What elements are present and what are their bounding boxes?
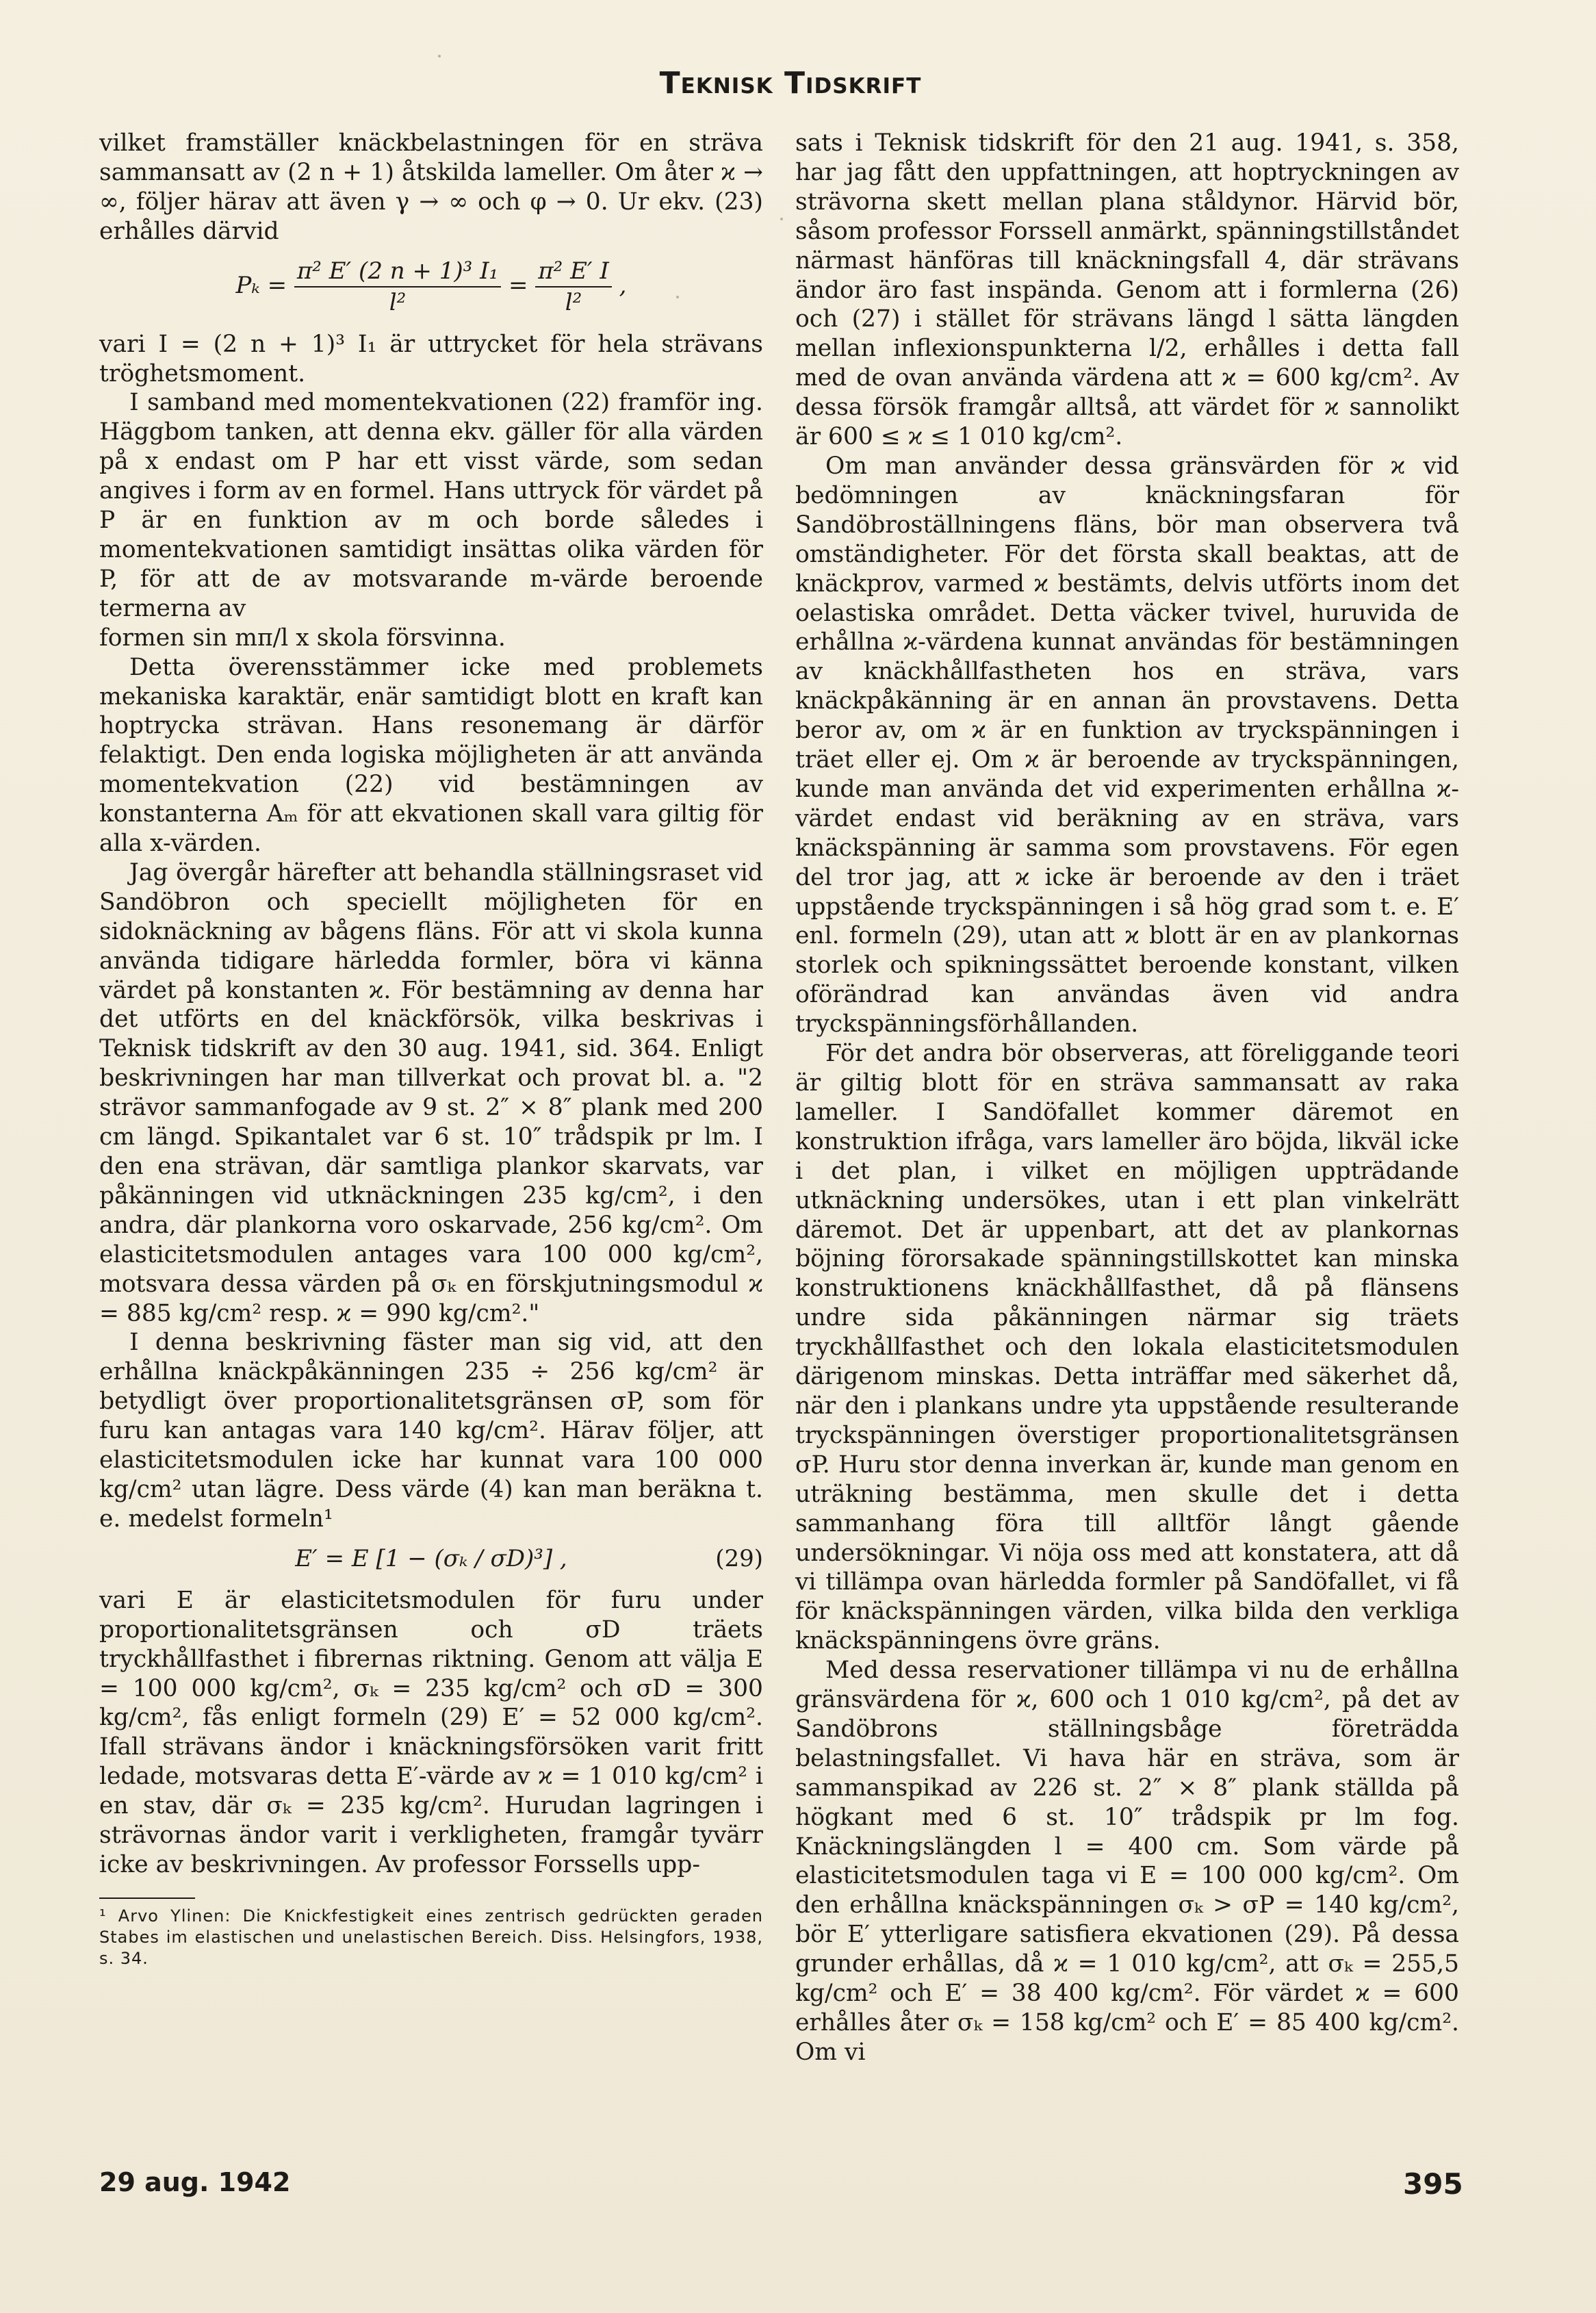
- formula-pk: [99, 256, 763, 318]
- formula-29-text: E′ = E [1 − (σₖ / σD)³] ,: [295, 1544, 567, 1572]
- footer-date: 29 aug. 1942: [99, 2167, 291, 2197]
- paragraph: I samband med momentekvationen (22) framför ing. Häggbom tanken, att denna ekv. gäller för alla värden på x endast om P har ett visst värde, som sedan angives i form av en formel. Hans uttryck för värdet på P är en funktion av m och borde således i momentekvationen samtidigt insättas olika värden för P, för att de av motsvarande m-värde beroende termerna av: [99, 389, 763, 622]
- page-number: 395: [1403, 2167, 1463, 2201]
- formula-pk-fraction-1: [294, 256, 501, 318]
- paper-speck: [676, 296, 679, 298]
- formula-pk-num1: π² E′ (2 n + 1)³ I₁: [294, 256, 501, 287]
- paragraph: vari I = (2 n + 1)³ I₁ är uttrycket för hela strävans tröghetsmoment.: [99, 330, 763, 387]
- footnote-divider: [99, 1897, 195, 1899]
- paper-speck: [438, 55, 441, 57]
- formula-pk-fraction-2: [535, 256, 612, 318]
- paragraph: Om man använder dessa gränsvärden för ϰ vid bedömningen av knäckningsfaran för Sandöbroställningens fläns, bör man observera två omständigheter. För det första skall beaktas, att de knäckprov, varmed ϰ bestämts, delvis utförts inom det oelastiska området. Detta väcker tvivel, huruvida de erhållna ϰ-värdena kunnat användas för bestämningen av knäckhållfastheten hos en sträva, vars knäckpåkänning är en annan än provstavens. Detta beror av, om ϰ är en funktion av tryckspänningen i träet eller ej. Om ϰ är beroende av tryckspänningen, kunde man använda det vid experimenten erhållna ϰ-värdet endast vid beräkning av en sträva, vars knäckspänning är samma som provstavens. För egen del tror jag, att ϰ icke är beroende av den i träet uppstående tryckspänningen i så hög grad som t. e. E′ enl. formeln (29), utan att ϰ blott är en av plankornas storlek och spikningssättet beroende konstant, vilken oförändrad kan användas även vid andra tryckspänningsförhållanden.: [795, 452, 1459, 1038]
- formula-pk-lhs: Pₖ =: [235, 271, 287, 299]
- formula-pk-num2: π² E′ I: [535, 256, 612, 287]
- formula-pk-tail: ,: [619, 271, 627, 299]
- paragraph-formula: formen sin mπ/l x skola försvinna.: [99, 624, 506, 652]
- right-column: [795, 129, 1459, 2067]
- paragraph: Jag övergår härefter att behandla ställningsraset vid Sandöbron och speciellt möjligheten för en sidoknäckning av bågens fläns. För att vi skola kunna använda tidigare härledda formler, böra vi känna värdet på konstanten ϰ. För bestämning av denna har det utförts en del knäckförsök, vilka beskrivas i Teknisk tidskrift av den 30 aug. 1941, sid. 364. Enligt beskrivningen har man tillverkat och provat bl. a. "2 strävor sammanfogade av 9 st. 2″ × 8″ plank med 200 cm längd. Spikantalet var 6 st. 10″ trådspik pr lm. I den ena strävan, där samtliga plankor skarvats, var påkänningen vid utknäckningen 235 kg/cm², i den andra, där plankorna voro oskarvade, 256 kg/cm². Om elasticitetsmodulen antages vara 100 000 kg/cm², motsvara dessa värden på σₖ en förskjutningsmodul ϰ = 885 kg/cm² resp. ϰ = 990 kg/cm².": [99, 858, 763, 1327]
- paragraph: För det andra bör observeras, att föreliggande teori är giltig blott för en sträva sammansatt av raka lameller. I Sandöfallet kommer däremot en konstruktion ifråga, vars lameller äro böjda, likväl icke i det plan, i vilket en möjligen uppträdande utknäckning undersökes, utan i ett plan vinkelrätt däremot. Det är uppenbart, att det av plankornas böjning förorsakade spänningstillskottet kan minska konstruktionens knäckhållfasthet, då på flänsens undre sida påkänningen närmar sig träets tryckhållfasthet och den lokala elasticitetsmodulen därigenom minskas. Detta inträffar med säkerhet då, när den i plankans undre yta uppstående resulterande tryckspänningen överstiger proportionalitetsgränsen σP. Huru stor denna inverkan är, kunde man genom en uträkning bestämma, men skulle det i detta sammanhang föra till alltför långt gående undersökningar. Vi nöja oss med att konstatera, att då vi tillämpa ovan härledda formler på Sandöfallet, vi få för knäckspänningen värden, vilka bilda den verkliga knäckspänningens övre gräns.: [795, 1040, 1459, 1655]
- formula-pk-den2: l²: [565, 288, 582, 316]
- formula-pk-eq: =: [508, 271, 528, 299]
- masthead: Teknisk Tidskrift: [659, 66, 922, 101]
- paragraph: Detta överensstämmer icke med problemets mekaniska karaktär, enär samtidigt blott en kraft kan hoptrycka strävan. Hans resonemang är därför felaktigt. Den enda logiska möjligheten är att använda momentekvation (22) vid bestämningen av konstanterna Aₘ för att ekvationen skall vara giltig för alla x-värden.: [99, 653, 763, 858]
- left-column: [99, 129, 763, 1969]
- footnote: ¹ Arvo Ylinen: Die Knickfestigkeit eines zentrisch gedrückten geraden Stabes im elastischen und unelastischen Bereich. Diss. Helsingfors, 1938, s. 34.: [99, 1906, 763, 1968]
- paragraph: Med dessa reservationer tillämpa vi nu de erhållna gränsvärdena för ϰ, 600 och 1 010 kg/cm², på det av Sandöbrons ställningsbåge företrädda belastningsfallet. Vi hava här en sträva, som är sammanspikad av 226 st. 2″ × 8″ plank ställda på högkant med 6 st. 10″ trådspik pr lm fog. Knäckningslängden l = 400 cm. Som värde på elasticitetsmodulen taga vi E = 100 000 kg/cm². Om den erhållna knäckspänningen σₖ > σP = 140 kg/cm², bör E′ ytterligare satisfiera ekvationen (29). På dessa grunder erhållas, då ϰ = 1 010 kg/cm², att σₖ = 255,5 kg/cm² och E′ = 38 400 kg/cm². För värdet ϰ = 600 erhålles åter σₖ = 158 kg/cm² och E′ = 85 400 kg/cm². Om vi: [795, 1657, 1459, 2066]
- formula-pk-den1: l²: [389, 288, 407, 316]
- paragraph: sats i Teknisk tidskrift för den 21 aug. 1941, s. 358, har jag fått den uppfattningen, att hoptryckningen av strävorna skett mellan plana ståldynor. Härvid bör, såsom professor Forssell anmärkt, spänningstillståndet närmast hänföras till knäckningsfall 4, där strävans ändor äro fast inspända. Genom att i formlerna (26) och (27) i stället för strävans längd l sätta längden mellan inflexionspunkterna l/2, erhålles i detta fall med de ovan använda värdena att ϰ = 600 kg/cm². Av dessa försök framgår alltså, att värdet för ϰ sannolikt är 600 ≤ ϰ ≤ 1 010 kg/cm².: [795, 129, 1459, 451]
- paper-speck: [780, 218, 783, 220]
- paragraph: vilket framställer knäckbelastningen för en sträva sammansatt av (2 n + 1) åtskilda lameller. Om åter ϰ → ∞, följer härav att även γ → ∞ och φ → 0. Ur ekv. (23) erhålles därvid: [99, 129, 763, 245]
- formula-29: [99, 1544, 763, 1574]
- formula-29-number: (29): [715, 1544, 763, 1572]
- paragraph: I denna beskrivning fäster man sig vid, att den erhållna knäckpåkänningen 235 ÷ 256 kg/cm² är betydligt över proportionalitetsgränsen σP, som för furu kan antagas vara 140 kg/cm². Härav följer, att elasticitetsmodulen icke har kunnat vara 100 000 kg/cm² utan lägre. Dess värde (4) kan man beräkna t. e. medelst formeln¹: [99, 1329, 763, 1533]
- paragraph: vari E är elasticitetsmodulen för furu under proportionalitetsgränsen och σD träets tryckhållfasthet i fibrernas riktning. Genom att välja E = 100 000 kg/cm², σₖ = 235 kg/cm² och σD = 300 kg/cm², fås enligt formeln (29) E′ = 52 000 kg/cm². Ifall strävans ändor i knäckningsförsöken varit fritt ledade, motsvaras detta E′-värde av ϰ = 1 010 kg/cm² i en stav, där σₖ = 235 kg/cm². Hurudan lagringen i strävornas ändor varit i verkligheten, framgår tyvärr icke av beskrivningen. Av professor Forssells upp-: [99, 1586, 763, 1878]
